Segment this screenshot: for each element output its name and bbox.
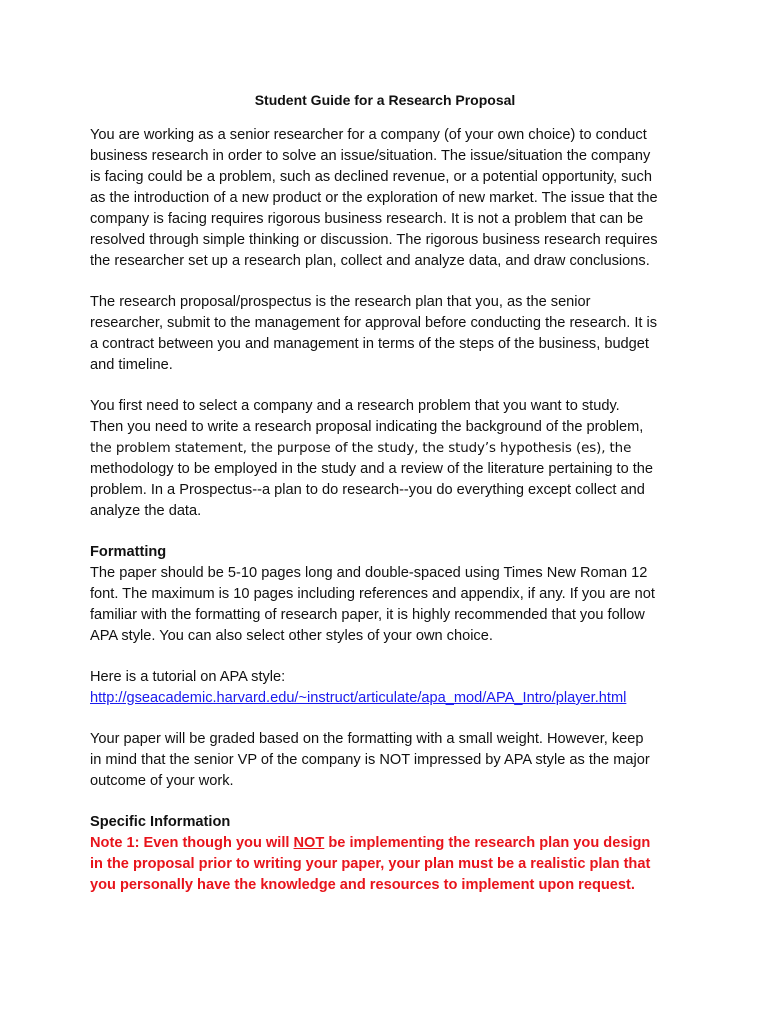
- note-1-prefix: Note 1: Even though you will: [90, 835, 294, 851]
- intro-paragraph: [90, 125, 680, 272]
- apa-tutorial-link[interactable]: http://gseacademic.harvard.edu/~instruct/articulate/apa_mod/APA_Intro/player.html: [90, 690, 627, 706]
- note-1-line: [90, 833, 680, 854]
- specific-heading: Specific Information: [90, 814, 231, 830]
- graded-line: in mind that the senior VP of the company is NOT impressed by APA style as the major: [90, 752, 650, 768]
- intro-line: resolved through simple thinking or discussion. The rigorous business research requires: [90, 232, 658, 248]
- intro-line: company is facing requires rigorous business research. It is not a problem that can be: [90, 211, 644, 227]
- specific-section: [90, 812, 680, 896]
- note-1-rest: be implementing the research plan you design: [324, 835, 651, 851]
- select-line-alt-font: the problem statement, the purpose of the study, the study’s hypothesis (es), the: [90, 441, 632, 456]
- tutorial-label: Here is a tutorial on APA style:: [90, 669, 286, 685]
- proposal-line: researcher, submit to the management for approval before conducting the research. It is: [90, 315, 658, 331]
- graded-line: outcome of your work.: [90, 773, 234, 789]
- formatting-section: [90, 542, 680, 647]
- intro-line: You are working as a senior researcher for a company (of your own choice) to conduct: [90, 127, 647, 143]
- formatting-line: familiar with the formatting of research paper, it is highly recommended that you follow: [90, 607, 645, 623]
- intro-line: is facing could be a problem, such as declined revenue, or a potential opportunity, such: [90, 169, 652, 185]
- graded-paragraph: [90, 729, 680, 792]
- proposal-line: a contract between you and management in terms of the steps of the business, budget: [90, 336, 649, 352]
- proposal-line: The research proposal/prospectus is the research plan that you, as the senior: [90, 294, 591, 310]
- formatting-heading: Formatting: [90, 544, 167, 560]
- graded-line: Your paper will be graded based on the formatting with a small weight. However, keep: [90, 731, 644, 747]
- formatting-line: The paper should be 5-10 pages long and double-spaced using Times New Roman 12: [90, 565, 648, 581]
- select-line: analyze the data.: [90, 503, 202, 519]
- proposal-paragraph: [90, 292, 680, 376]
- note-1-emphasis: NOT: [293, 835, 325, 851]
- formatting-line: APA style. You can also select other styles of your own choice.: [90, 628, 493, 644]
- select-line: You first need to select a company and a research problem that you want to study.: [90, 398, 620, 414]
- proposal-line: and timeline.: [90, 357, 173, 373]
- select-line: problem. In a Prospectus--a plan to do research--you do everything except collect and: [90, 482, 645, 498]
- select-line: Then you need to write a research proposal indicating the background of the problem,: [90, 419, 644, 435]
- tutorial-paragraph: [90, 667, 680, 709]
- intro-line: business research in order to solve an issue/situation. The issue/situation the company: [90, 148, 651, 164]
- document-page: [90, 90, 680, 916]
- select-line: methodology to be employed in the study and a review of the literature pertaining to the: [90, 461, 654, 477]
- document-title: Student Guide for a Research Proposal: [254, 92, 516, 108]
- note-1-line: you personally have the knowledge and resources to implement upon request.: [90, 877, 635, 893]
- intro-line: the researcher set up a research plan, collect and analyze data, and draw conclusions.: [90, 253, 650, 269]
- formatting-line: font. The maximum is 10 pages including references and appendix, if any. If you are not: [90, 586, 655, 602]
- select-paragraph: [90, 396, 680, 522]
- intro-line: as the introduction of a new product or the exploration of new market. The issue that the: [90, 190, 658, 206]
- note-1-line: in the proposal prior to writing your paper, your plan must be a realistic plan that: [90, 856, 651, 872]
